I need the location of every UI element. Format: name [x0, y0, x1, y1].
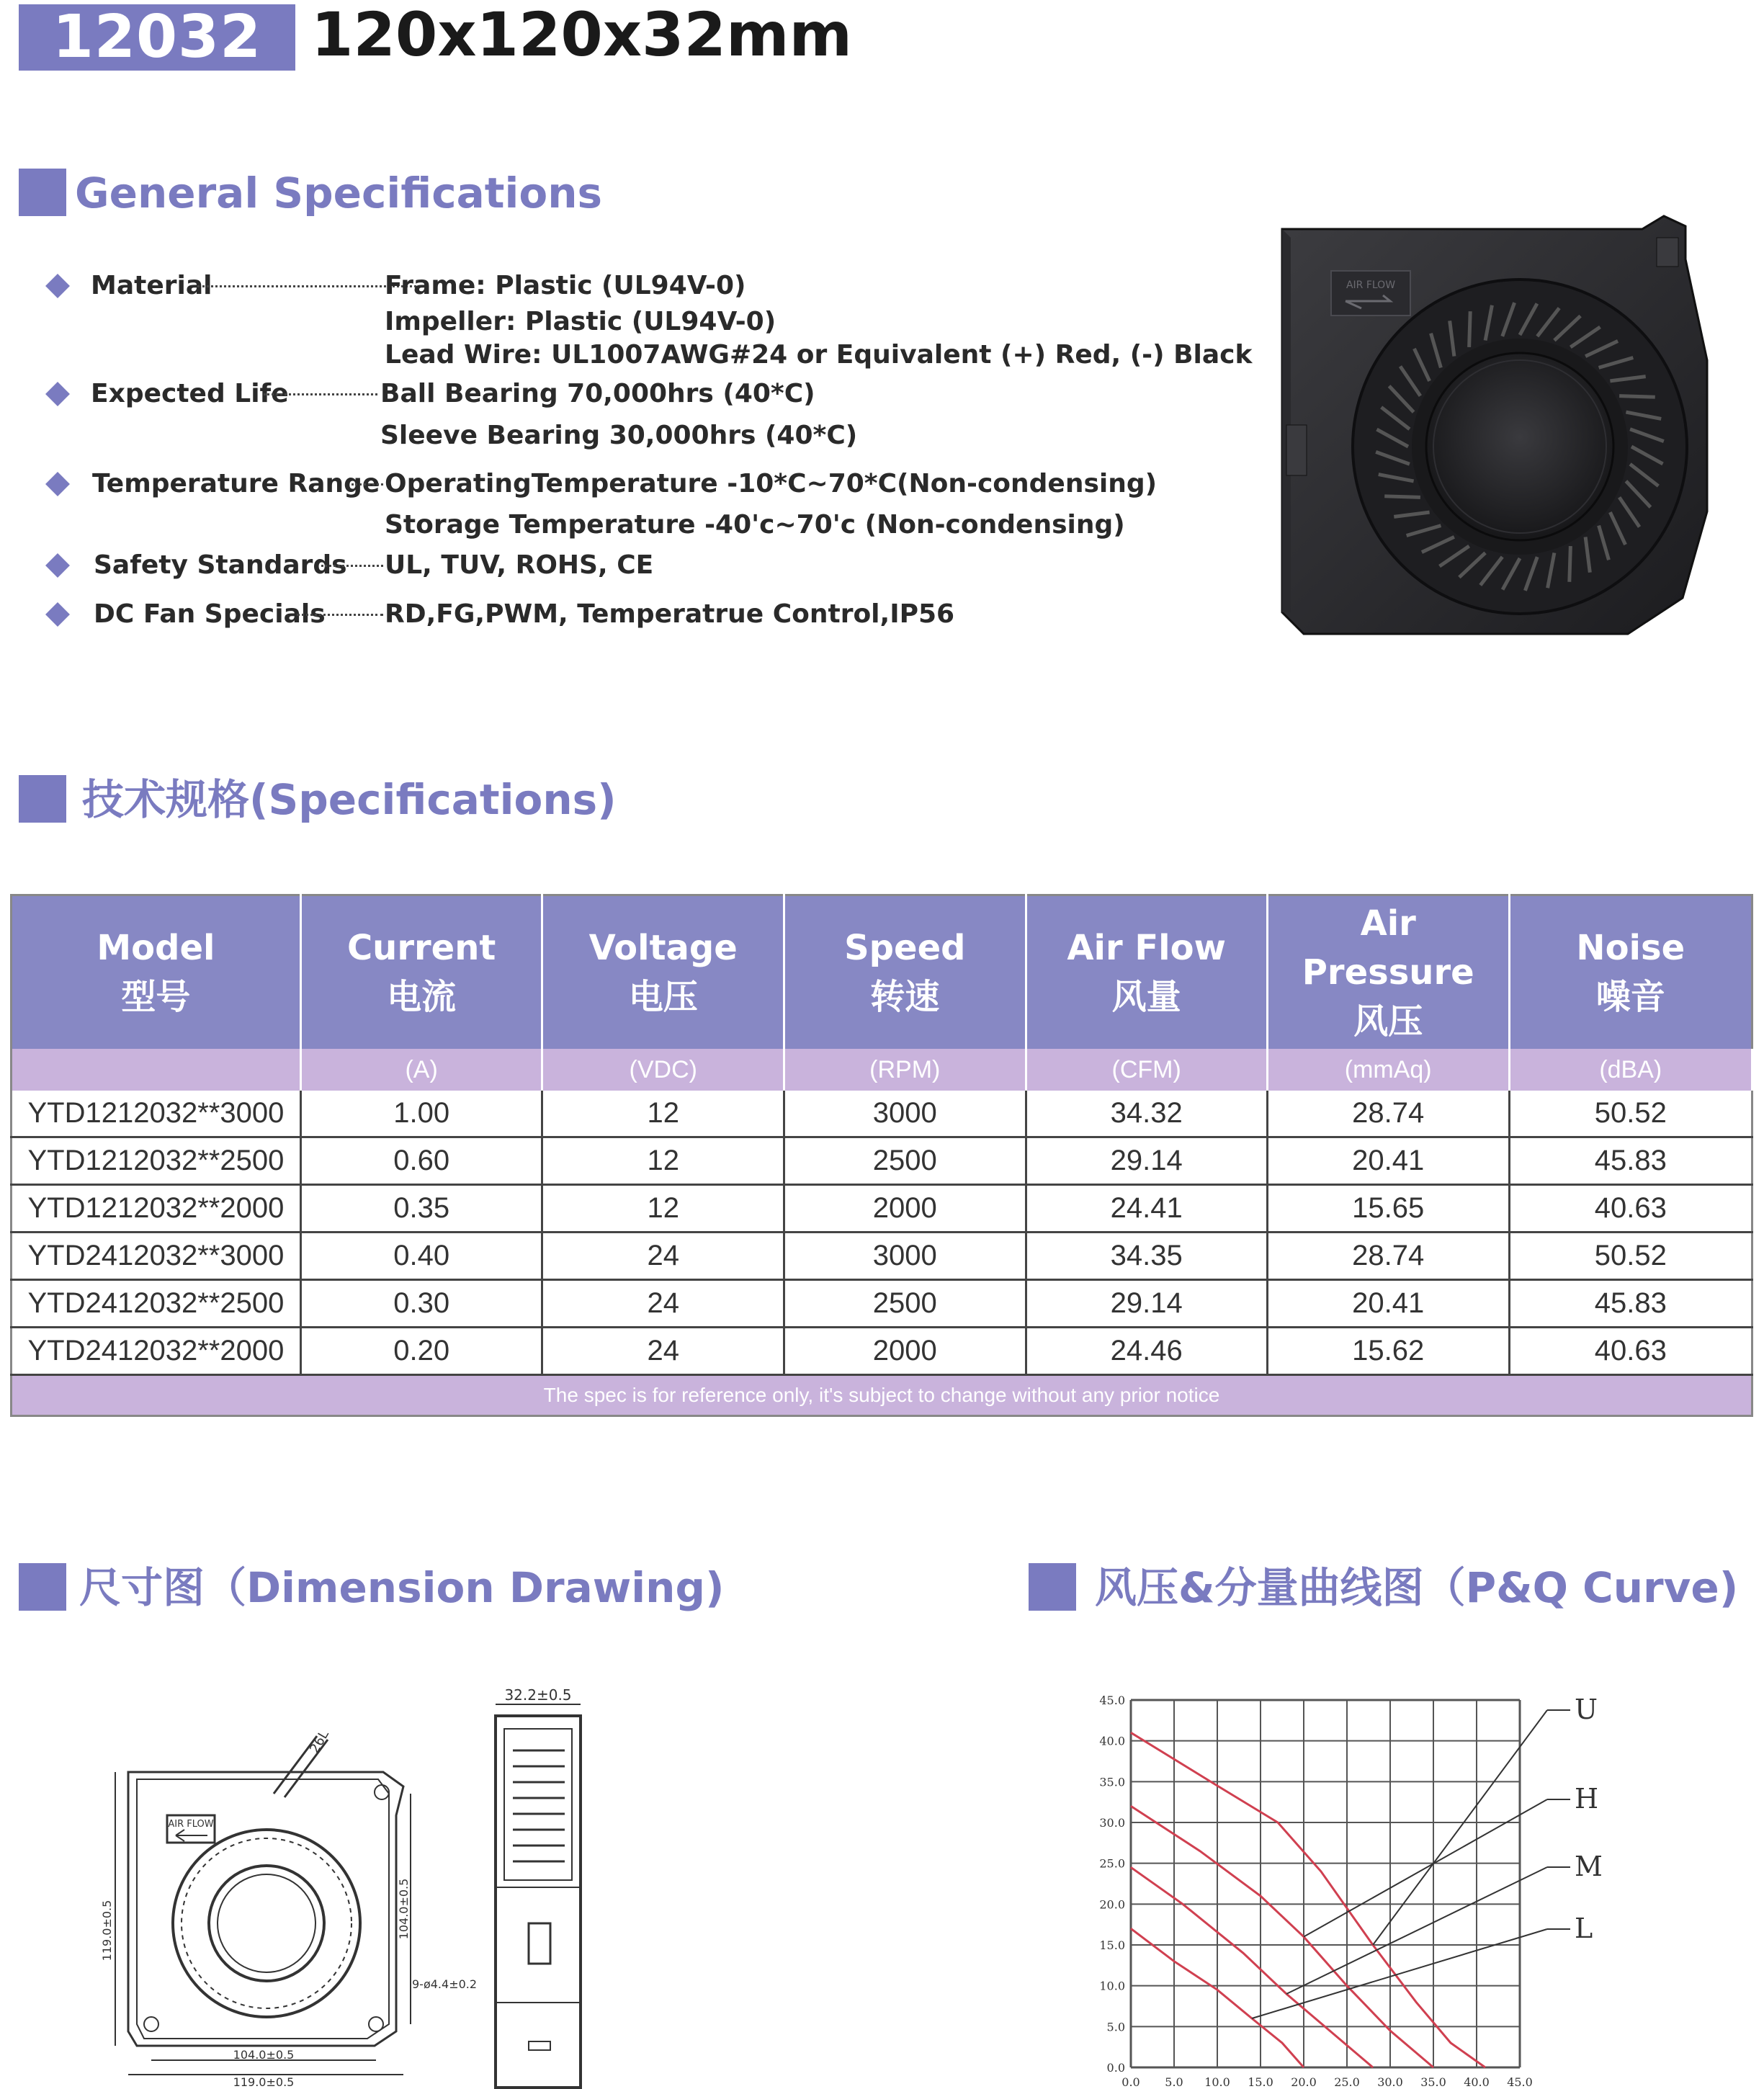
leader-dots — [264, 393, 377, 395]
diamond-bullet-icon — [45, 602, 70, 627]
table-row — [12, 1091, 1752, 1137]
model-badge: 12032 — [19, 4, 295, 71]
y-tick-label: 0.0 — [1106, 2061, 1125, 2075]
leader-dots — [352, 483, 383, 486]
cell-noise: 50.52 — [1509, 1091, 1752, 1137]
table-row — [12, 1233, 1752, 1280]
cell-voltage: 24 — [542, 1280, 784, 1328]
cell-air-flow: 29.14 — [1026, 1280, 1267, 1328]
series-label-l: L — [1575, 1913, 1593, 1944]
unit-cell: (mmAq) — [1267, 1049, 1509, 1091]
dimensions-title: 120x120x32mm — [311, 0, 852, 70]
section-square-icon — [19, 1563, 66, 1611]
table-header-row — [12, 895, 1752, 1050]
diamond-bullet-icon — [45, 382, 70, 406]
y-tick-label: 15.0 — [1099, 1938, 1125, 1952]
cell-model: YTD1212032**2500 — [12, 1137, 301, 1185]
cell-speed: 3000 — [784, 1233, 1026, 1280]
cell-current: 0.35 — [300, 1185, 542, 1233]
unit-cell: (CFM) — [1026, 1049, 1267, 1091]
table-footnote: The spec is for reference only, it's subject to change without any prior notice — [12, 1375, 1752, 1416]
spec-value: Frame: Plastic (UL94V-0) — [385, 271, 746, 300]
cell-air-pressure: 15.62 — [1267, 1328, 1509, 1375]
leader-line — [1252, 1929, 1547, 2018]
cell-air-flow: 34.35 — [1026, 1233, 1267, 1280]
column-header-air-flow: Air Flow 风量 — [1026, 895, 1267, 1050]
column-header-speed: Speed 转速 — [784, 895, 1026, 1050]
x-tick-label: 25.0 — [1334, 2075, 1360, 2089]
x-tick-label: 15.0 — [1248, 2075, 1273, 2089]
series-label-m: M — [1575, 1851, 1603, 1882]
cell-voltage: 12 — [542, 1091, 784, 1137]
spec-value: Lead Wire: UL1007AWG#24 or Equivalent (+) Red, (-) Black — [385, 340, 1253, 370]
cell-voltage: 12 — [542, 1185, 784, 1233]
spec-value: Impeller: Plastic (UL94V-0) — [385, 307, 776, 336]
section-title: 风压&分量曲线图（P&Q Curve) — [1095, 1563, 1739, 1612]
cell-air-flow: 29.14 — [1026, 1137, 1267, 1185]
y-tick-label: 40.0 — [1099, 1734, 1125, 1748]
diamond-bullet-icon — [45, 274, 70, 298]
cell-speed: 2000 — [784, 1185, 1026, 1233]
drawing-height-label: 119.0±0.5 — [100, 1900, 114, 1961]
column-header-voltage: Voltage 电压 — [542, 895, 784, 1050]
x-tick-label: 35.0 — [1420, 2075, 1446, 2089]
cell-air-flow: 24.46 — [1026, 1328, 1267, 1375]
diamond-bullet-icon — [45, 472, 70, 496]
cell-air-flow: 34.32 — [1026, 1091, 1267, 1137]
units-row — [12, 1049, 1752, 1091]
diamond-bullet-icon — [45, 553, 70, 578]
y-tick-label: 10.0 — [1099, 1979, 1125, 1993]
cell-speed: 2500 — [784, 1137, 1026, 1185]
spec-value: OperatingTemperature -10*C~70*C(Non-condensing) — [385, 469, 1158, 498]
section-square-icon — [19, 775, 66, 823]
y-tick-label: 20.0 — [1099, 1897, 1125, 1912]
cell-air-pressure: 28.74 — [1267, 1091, 1509, 1137]
cell-air-pressure: 20.41 — [1267, 1137, 1509, 1185]
drawing-air-flow-label: AIR FLOW — [168, 1819, 214, 1830]
table-row — [12, 1185, 1752, 1233]
unit-cell: (A) — [300, 1049, 542, 1091]
x-tick-label: 45.0 — [1507, 2075, 1533, 2089]
y-tick-label: 30.0 — [1099, 1816, 1125, 1830]
cell-noise: 40.63 — [1509, 1328, 1752, 1375]
pq-curve-line-m — [1131, 1867, 1373, 2067]
cell-noise: 45.83 — [1509, 1137, 1752, 1185]
spec-label: Safety Standards — [94, 550, 347, 580]
drawing-inner-height-label: 104.0±0.5 — [397, 1878, 411, 1940]
table-row — [12, 1137, 1752, 1185]
cell-voltage: 12 — [542, 1137, 784, 1185]
column-header-noise: Noise 噪音 — [1509, 895, 1752, 1050]
cell-speed: 2500 — [784, 1280, 1026, 1328]
leader-dots — [321, 565, 383, 567]
y-tick-label: 5.0 — [1106, 2020, 1125, 2034]
column-header-air-pressure: Air Pressure 风压 — [1267, 895, 1509, 1050]
y-tick-label: 25.0 — [1099, 1856, 1125, 1871]
drawing-hole-label: 9-ø4.4±0.2 — [412, 1977, 478, 1991]
x-tick-label: 5.0 — [1165, 2075, 1183, 2089]
cell-air-pressure: 20.41 — [1267, 1280, 1509, 1328]
cell-noise: 50.52 — [1509, 1233, 1752, 1280]
pq-curve-line-u — [1131, 1732, 1485, 2067]
cell-air-flow: 24.41 — [1026, 1185, 1267, 1233]
drawing-inner-width-label: 104.0±0.5 — [233, 2048, 295, 2062]
cell-air-pressure: 15.65 — [1267, 1185, 1509, 1233]
cell-current: 0.40 — [300, 1233, 542, 1280]
section-title: General Specifications — [75, 169, 603, 218]
specifications-table — [10, 894, 1753, 1417]
unit-cell — [12, 1049, 301, 1091]
section-title: 技术规格(Specifications) — [82, 775, 617, 824]
series-label-h: H — [1575, 1783, 1599, 1815]
cell-voltage: 24 — [542, 1328, 784, 1375]
cell-model: YTD1212032**2000 — [12, 1185, 301, 1233]
leader-line — [1304, 1799, 1547, 1937]
spec-label: Temperature Range — [92, 469, 380, 498]
series-label-u: U — [1575, 1694, 1598, 1725]
cell-speed: 3000 — [784, 1091, 1026, 1137]
cell-current: 1.00 — [300, 1091, 542, 1137]
spec-label: DC Fan Specials — [94, 599, 326, 629]
section-square-icon — [1029, 1563, 1076, 1611]
table-row — [12, 1280, 1752, 1328]
dimension-drawing — [101, 1686, 619, 2089]
cell-noise: 40.63 — [1509, 1185, 1752, 1233]
x-tick-label: 40.0 — [1464, 2075, 1490, 2089]
spec-value: UL, TUV, ROHS, CE — [385, 550, 654, 580]
drawing-depth-label: 32.2±0.5 — [504, 1686, 572, 1704]
cell-current: 0.60 — [300, 1137, 542, 1185]
pq-curve-chart — [1066, 1678, 1613, 2089]
unit-cell: (RPM) — [784, 1049, 1026, 1091]
cell-speed: 2000 — [784, 1328, 1026, 1375]
x-tick-label: 30.0 — [1377, 2075, 1403, 2089]
section-square-icon — [19, 169, 66, 216]
cell-model: YTD2412032**3000 — [12, 1233, 301, 1280]
cell-current: 0.20 — [300, 1328, 542, 1375]
spec-value: Storage Temperature -40'c~70'c (Non-condensing) — [385, 510, 1125, 540]
cell-model: YTD1212032**3000 — [12, 1091, 301, 1137]
y-tick-label: 35.0 — [1099, 1775, 1125, 1789]
cell-model: YTD2412032**2500 — [12, 1280, 301, 1328]
drawing-wire-label: 26L — [307, 1727, 332, 1756]
spec-value: RD,FG,PWM, Temperatrue Control,IP56 — [385, 599, 955, 629]
cell-air-pressure: 28.74 — [1267, 1233, 1509, 1280]
x-tick-label: 20.0 — [1291, 2075, 1317, 2089]
column-header-current: Current 电流 — [300, 895, 542, 1050]
blower-fan-image — [1253, 209, 1714, 641]
drawing-width-label: 119.0±0.5 — [233, 2075, 295, 2089]
x-tick-label: 10.0 — [1204, 2075, 1230, 2089]
spec-value: Ball Bearing 70,000hrs (40*C) — [380, 379, 815, 408]
spec-value: Sleeve Bearing 30,000hrs (40*C) — [380, 421, 858, 450]
unit-cell: (VDC) — [542, 1049, 784, 1091]
unit-cell: (dBA) — [1509, 1049, 1752, 1091]
fan-air-flow-label: AIR FLOW — [1346, 279, 1396, 291]
cell-model: YTD2412032**2000 — [12, 1328, 301, 1375]
x-tick-label: 0.0 — [1121, 2075, 1140, 2089]
section-title: 尺寸图（Dimension Drawing) — [79, 1563, 725, 1612]
cell-noise: 45.83 — [1509, 1280, 1752, 1328]
column-header-model: Model 型号 — [12, 895, 301, 1050]
spec-label: Expected Life — [91, 379, 289, 408]
table-footnote-row — [12, 1375, 1752, 1416]
cell-voltage: 24 — [542, 1233, 784, 1280]
cell-current: 0.30 — [300, 1280, 542, 1328]
table-row — [12, 1328, 1752, 1375]
y-tick-label: 45.0 — [1099, 1694, 1125, 1707]
spec-label: Material — [91, 271, 212, 300]
pq-curve-line-h — [1131, 1806, 1433, 2067]
leader-dots — [297, 614, 383, 616]
